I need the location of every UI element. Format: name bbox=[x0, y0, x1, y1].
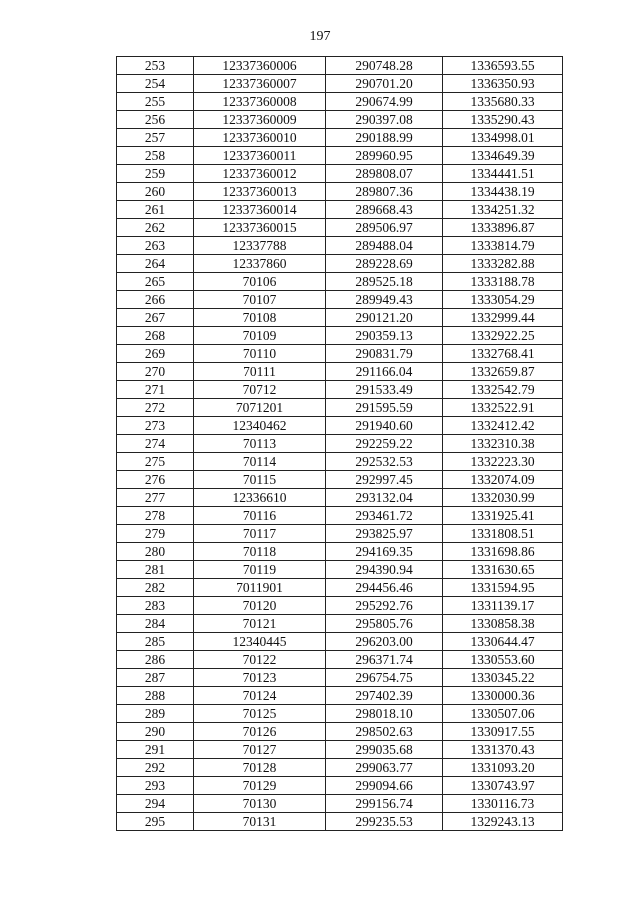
table-row bbox=[117, 669, 563, 687]
point-number-cell: 268 bbox=[117, 327, 194, 345]
x-coordinate-cell: 299094.66 bbox=[326, 777, 443, 795]
point-number-cell: 284 bbox=[117, 615, 194, 633]
x-coordinate-cell: 289949.43 bbox=[326, 291, 443, 309]
point-number-cell: 260 bbox=[117, 183, 194, 201]
table-row bbox=[117, 363, 563, 381]
point-id-cell: 70126 bbox=[194, 723, 326, 741]
point-id-cell: 12340462 bbox=[194, 417, 326, 435]
table-row bbox=[117, 237, 563, 255]
x-coordinate-cell: 291940.60 bbox=[326, 417, 443, 435]
point-id-cell: 12337788 bbox=[194, 237, 326, 255]
point-id-cell: 70120 bbox=[194, 597, 326, 615]
table-row bbox=[117, 147, 563, 165]
y-coordinate-cell: 1335290.43 bbox=[443, 111, 563, 129]
point-id-cell: 70123 bbox=[194, 669, 326, 687]
point-number-cell: 291 bbox=[117, 741, 194, 759]
x-coordinate-cell: 297402.39 bbox=[326, 687, 443, 705]
coordinates-table bbox=[116, 56, 563, 831]
y-coordinate-cell: 1331925.41 bbox=[443, 507, 563, 525]
table-row bbox=[117, 579, 563, 597]
point-id-cell: 12337360010 bbox=[194, 129, 326, 147]
point-id-cell: 70117 bbox=[194, 525, 326, 543]
point-number-cell: 292 bbox=[117, 759, 194, 777]
point-id-cell: 12337360008 bbox=[194, 93, 326, 111]
y-coordinate-cell: 1336593.55 bbox=[443, 57, 563, 75]
table-row bbox=[117, 165, 563, 183]
y-coordinate-cell: 1331808.51 bbox=[443, 525, 563, 543]
y-coordinate-cell: 1334441.51 bbox=[443, 165, 563, 183]
x-coordinate-cell: 290121.20 bbox=[326, 309, 443, 327]
x-coordinate-cell: 294390.94 bbox=[326, 561, 443, 579]
page-number: 197 bbox=[309, 29, 331, 44]
table-row bbox=[117, 741, 563, 759]
point-number-cell: 278 bbox=[117, 507, 194, 525]
point-number-cell: 280 bbox=[117, 543, 194, 561]
point-number-cell: 258 bbox=[117, 147, 194, 165]
table-row bbox=[117, 75, 563, 93]
x-coordinate-cell: 293461.72 bbox=[326, 507, 443, 525]
point-id-cell: 70131 bbox=[194, 813, 326, 831]
table-row bbox=[117, 435, 563, 453]
point-id-cell: 12337860 bbox=[194, 255, 326, 273]
y-coordinate-cell: 1333814.79 bbox=[443, 237, 563, 255]
point-id-cell: 70116 bbox=[194, 507, 326, 525]
point-id-cell: 70113 bbox=[194, 435, 326, 453]
point-id-cell: 12337360013 bbox=[194, 183, 326, 201]
table-row bbox=[117, 291, 563, 309]
table-row bbox=[117, 219, 563, 237]
y-coordinate-cell: 1330644.47 bbox=[443, 633, 563, 651]
point-id-cell: 70122 bbox=[194, 651, 326, 669]
x-coordinate-cell: 299235.53 bbox=[326, 813, 443, 831]
table-row bbox=[117, 777, 563, 795]
table-row bbox=[117, 723, 563, 741]
x-coordinate-cell: 296203.00 bbox=[326, 633, 443, 651]
point-id-cell: 70115 bbox=[194, 471, 326, 489]
y-coordinate-cell: 1330116.73 bbox=[443, 795, 563, 813]
point-id-cell: 70119 bbox=[194, 561, 326, 579]
point-number-cell: 276 bbox=[117, 471, 194, 489]
table-row bbox=[117, 471, 563, 489]
point-id-cell: 70130 bbox=[194, 795, 326, 813]
point-id-cell: 12337360011 bbox=[194, 147, 326, 165]
point-number-cell: 295 bbox=[117, 813, 194, 831]
y-coordinate-cell: 1332522.91 bbox=[443, 399, 563, 417]
y-coordinate-cell: 1333282.88 bbox=[443, 255, 563, 273]
x-coordinate-cell: 290701.20 bbox=[326, 75, 443, 93]
point-number-cell: 285 bbox=[117, 633, 194, 651]
point-id-cell: 70124 bbox=[194, 687, 326, 705]
y-coordinate-cell: 1333896.87 bbox=[443, 219, 563, 237]
table-row bbox=[117, 201, 563, 219]
y-coordinate-cell: 1332768.41 bbox=[443, 345, 563, 363]
point-id-cell: 70114 bbox=[194, 453, 326, 471]
table-row bbox=[117, 525, 563, 543]
y-coordinate-cell: 1332223.30 bbox=[443, 453, 563, 471]
x-coordinate-cell: 289488.04 bbox=[326, 237, 443, 255]
point-number-cell: 277 bbox=[117, 489, 194, 507]
table-row bbox=[117, 651, 563, 669]
point-id-cell: 7071201 bbox=[194, 399, 326, 417]
point-id-cell: 70125 bbox=[194, 705, 326, 723]
x-coordinate-cell: 289668.43 bbox=[326, 201, 443, 219]
y-coordinate-cell: 1330743.97 bbox=[443, 777, 563, 795]
table-row bbox=[117, 273, 563, 291]
x-coordinate-cell: 292259.22 bbox=[326, 435, 443, 453]
table-row bbox=[117, 561, 563, 579]
table-row bbox=[117, 453, 563, 471]
point-id-cell: 12337360006 bbox=[194, 57, 326, 75]
point-number-cell: 269 bbox=[117, 345, 194, 363]
table-row bbox=[117, 687, 563, 705]
point-id-cell: 70106 bbox=[194, 273, 326, 291]
point-id-cell: 12337360009 bbox=[194, 111, 326, 129]
table-row bbox=[117, 309, 563, 327]
table-row bbox=[117, 183, 563, 201]
point-number-cell: 293 bbox=[117, 777, 194, 795]
point-id-cell: 70110 bbox=[194, 345, 326, 363]
x-coordinate-cell: 290674.99 bbox=[326, 93, 443, 111]
table-row bbox=[117, 705, 563, 723]
table-row bbox=[117, 345, 563, 363]
coordinates-table-body bbox=[117, 57, 563, 831]
y-coordinate-cell: 1333054.29 bbox=[443, 291, 563, 309]
point-number-cell: 283 bbox=[117, 597, 194, 615]
point-id-cell: 70712 bbox=[194, 381, 326, 399]
x-coordinate-cell: 294456.46 bbox=[326, 579, 443, 597]
point-id-cell: 70108 bbox=[194, 309, 326, 327]
x-coordinate-cell: 292997.45 bbox=[326, 471, 443, 489]
y-coordinate-cell: 1332542.79 bbox=[443, 381, 563, 399]
y-coordinate-cell: 1334649.39 bbox=[443, 147, 563, 165]
table-row bbox=[117, 111, 563, 129]
x-coordinate-cell: 291595.59 bbox=[326, 399, 443, 417]
point-number-cell: 267 bbox=[117, 309, 194, 327]
point-number-cell: 275 bbox=[117, 453, 194, 471]
table-row bbox=[117, 129, 563, 147]
point-id-cell: 70107 bbox=[194, 291, 326, 309]
table-row bbox=[117, 399, 563, 417]
y-coordinate-cell: 1330858.38 bbox=[443, 615, 563, 633]
point-number-cell: 256 bbox=[117, 111, 194, 129]
x-coordinate-cell: 292532.53 bbox=[326, 453, 443, 471]
point-number-cell: 257 bbox=[117, 129, 194, 147]
y-coordinate-cell: 1335680.33 bbox=[443, 93, 563, 111]
table-row bbox=[117, 489, 563, 507]
y-coordinate-cell: 1332659.87 bbox=[443, 363, 563, 381]
point-number-cell: 289 bbox=[117, 705, 194, 723]
y-coordinate-cell: 1332030.99 bbox=[443, 489, 563, 507]
y-coordinate-cell: 1334998.01 bbox=[443, 129, 563, 147]
point-number-cell: 254 bbox=[117, 75, 194, 93]
table-row bbox=[117, 327, 563, 345]
point-number-cell: 286 bbox=[117, 651, 194, 669]
x-coordinate-cell: 289807.36 bbox=[326, 183, 443, 201]
x-coordinate-cell: 298018.10 bbox=[326, 705, 443, 723]
x-coordinate-cell: 290748.28 bbox=[326, 57, 443, 75]
x-coordinate-cell: 296371.74 bbox=[326, 651, 443, 669]
x-coordinate-cell: 299063.77 bbox=[326, 759, 443, 777]
table-row bbox=[117, 255, 563, 273]
y-coordinate-cell: 1332999.44 bbox=[443, 309, 563, 327]
table-row bbox=[117, 615, 563, 633]
point-id-cell: 7011901 bbox=[194, 579, 326, 597]
point-number-cell: 264 bbox=[117, 255, 194, 273]
x-coordinate-cell: 293132.04 bbox=[326, 489, 443, 507]
x-coordinate-cell: 295805.76 bbox=[326, 615, 443, 633]
point-number-cell: 271 bbox=[117, 381, 194, 399]
point-id-cell: 12337360007 bbox=[194, 75, 326, 93]
y-coordinate-cell: 1331630.65 bbox=[443, 561, 563, 579]
point-number-cell: 261 bbox=[117, 201, 194, 219]
y-coordinate-cell: 1332412.42 bbox=[443, 417, 563, 435]
point-number-cell: 255 bbox=[117, 93, 194, 111]
y-coordinate-cell: 1333188.78 bbox=[443, 273, 563, 291]
y-coordinate-cell: 1330553.60 bbox=[443, 651, 563, 669]
point-number-cell: 270 bbox=[117, 363, 194, 381]
y-coordinate-cell: 1331370.43 bbox=[443, 741, 563, 759]
table-row bbox=[117, 795, 563, 813]
y-coordinate-cell: 1330345.22 bbox=[443, 669, 563, 687]
x-coordinate-cell: 296754.75 bbox=[326, 669, 443, 687]
table-row bbox=[117, 633, 563, 651]
y-coordinate-cell: 1331093.20 bbox=[443, 759, 563, 777]
x-coordinate-cell: 290397.08 bbox=[326, 111, 443, 129]
x-coordinate-cell: 293825.97 bbox=[326, 525, 443, 543]
point-number-cell: 272 bbox=[117, 399, 194, 417]
x-coordinate-cell: 289808.07 bbox=[326, 165, 443, 183]
y-coordinate-cell: 1331139.17 bbox=[443, 597, 563, 615]
y-coordinate-cell: 1334438.19 bbox=[443, 183, 563, 201]
table-row bbox=[117, 417, 563, 435]
y-coordinate-cell: 1334251.32 bbox=[443, 201, 563, 219]
table-row bbox=[117, 597, 563, 615]
point-id-cell: 70109 bbox=[194, 327, 326, 345]
point-id-cell: 70127 bbox=[194, 741, 326, 759]
point-id-cell: 70128 bbox=[194, 759, 326, 777]
point-number-cell: 279 bbox=[117, 525, 194, 543]
point-number-cell: 294 bbox=[117, 795, 194, 813]
x-coordinate-cell: 290359.13 bbox=[326, 327, 443, 345]
point-id-cell: 12337360014 bbox=[194, 201, 326, 219]
y-coordinate-cell: 1330000.36 bbox=[443, 687, 563, 705]
y-coordinate-cell: 1332310.38 bbox=[443, 435, 563, 453]
point-number-cell: 287 bbox=[117, 669, 194, 687]
point-number-cell: 259 bbox=[117, 165, 194, 183]
point-number-cell: 281 bbox=[117, 561, 194, 579]
x-coordinate-cell: 290188.99 bbox=[326, 129, 443, 147]
table-row bbox=[117, 813, 563, 831]
point-id-cell: 70118 bbox=[194, 543, 326, 561]
point-id-cell: 12337360015 bbox=[194, 219, 326, 237]
x-coordinate-cell: 298502.63 bbox=[326, 723, 443, 741]
y-coordinate-cell: 1331698.86 bbox=[443, 543, 563, 561]
x-coordinate-cell: 289506.97 bbox=[326, 219, 443, 237]
x-coordinate-cell: 291533.49 bbox=[326, 381, 443, 399]
point-number-cell: 265 bbox=[117, 273, 194, 291]
point-number-cell: 274 bbox=[117, 435, 194, 453]
y-coordinate-cell: 1330507.06 bbox=[443, 705, 563, 723]
x-coordinate-cell: 295292.76 bbox=[326, 597, 443, 615]
y-coordinate-cell: 1331594.95 bbox=[443, 579, 563, 597]
table-row bbox=[117, 57, 563, 75]
table-row bbox=[117, 543, 563, 561]
x-coordinate-cell: 294169.35 bbox=[326, 543, 443, 561]
y-coordinate-cell: 1330917.55 bbox=[443, 723, 563, 741]
x-coordinate-cell: 291166.04 bbox=[326, 363, 443, 381]
table-row bbox=[117, 93, 563, 111]
point-number-cell: 288 bbox=[117, 687, 194, 705]
x-coordinate-cell: 289525.18 bbox=[326, 273, 443, 291]
point-number-cell: 253 bbox=[117, 57, 194, 75]
point-number-cell: 282 bbox=[117, 579, 194, 597]
table-row bbox=[117, 759, 563, 777]
table-row bbox=[117, 381, 563, 399]
x-coordinate-cell: 289960.95 bbox=[326, 147, 443, 165]
point-id-cell: 70129 bbox=[194, 777, 326, 795]
point-id-cell: 12336610 bbox=[194, 489, 326, 507]
point-number-cell: 263 bbox=[117, 237, 194, 255]
point-id-cell: 70111 bbox=[194, 363, 326, 381]
point-id-cell: 70121 bbox=[194, 615, 326, 633]
point-number-cell: 290 bbox=[117, 723, 194, 741]
point-id-cell: 12337360012 bbox=[194, 165, 326, 183]
y-coordinate-cell: 1336350.93 bbox=[443, 75, 563, 93]
x-coordinate-cell: 289228.69 bbox=[326, 255, 443, 273]
y-coordinate-cell: 1332922.25 bbox=[443, 327, 563, 345]
x-coordinate-cell: 299035.68 bbox=[326, 741, 443, 759]
point-number-cell: 266 bbox=[117, 291, 194, 309]
y-coordinate-cell: 1332074.09 bbox=[443, 471, 563, 489]
table-row bbox=[117, 507, 563, 525]
y-coordinate-cell: 1329243.13 bbox=[443, 813, 563, 831]
point-id-cell: 12340445 bbox=[194, 633, 326, 651]
x-coordinate-cell: 299156.74 bbox=[326, 795, 443, 813]
x-coordinate-cell: 290831.79 bbox=[326, 345, 443, 363]
point-number-cell: 273 bbox=[117, 417, 194, 435]
point-number-cell: 262 bbox=[117, 219, 194, 237]
